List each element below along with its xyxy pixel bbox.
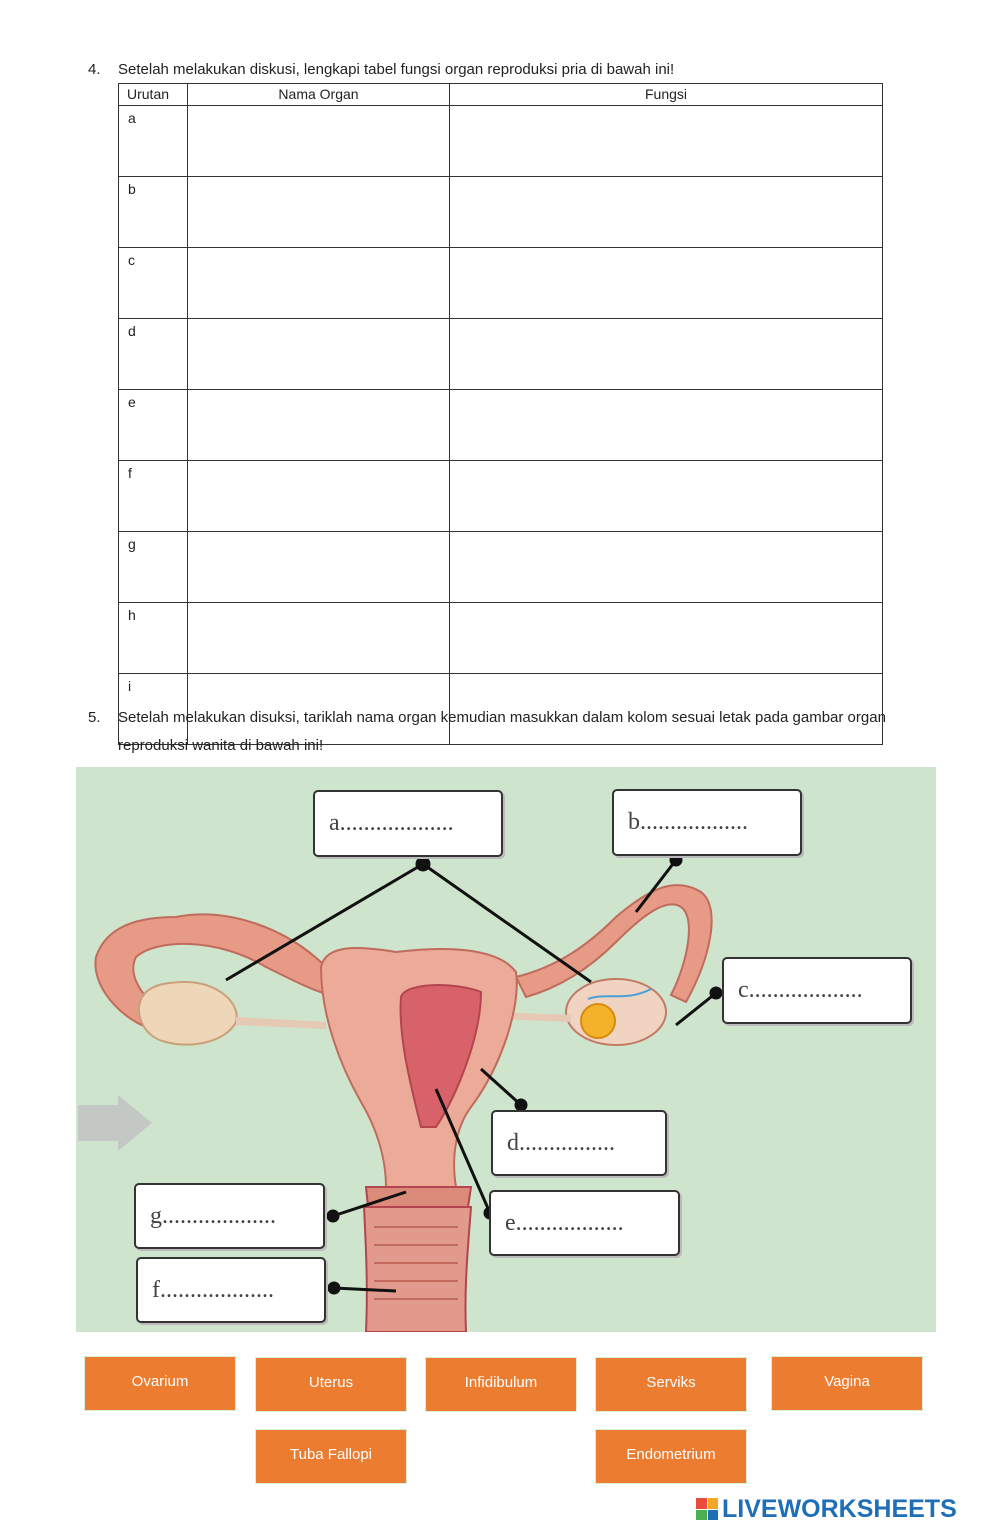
header-urutan: Urutan <box>119 84 188 106</box>
female-reproductive-diagram <box>76 767 936 1332</box>
table-row <box>119 461 883 532</box>
option-vagina[interactable]: Vagina <box>771 1356 923 1411</box>
organ-name-cell[interactable] <box>188 177 450 248</box>
header-fungsi: Fungsi <box>450 84 883 106</box>
label-box-d[interactable]: d................ <box>491 1110 667 1176</box>
organ-function-table <box>118 83 883 745</box>
label-box-b[interactable]: b.................. <box>612 789 802 856</box>
left-ligament <box>236 1017 326 1029</box>
left-ovary <box>139 982 237 1045</box>
liveworksheets-logo-icon <box>696 1498 718 1520</box>
table-row <box>119 319 883 390</box>
header-nama-organ: Nama Organ <box>188 84 450 106</box>
row-label: h <box>119 603 188 674</box>
option-endometrium[interactable]: Endometrium <box>595 1429 747 1484</box>
vagina <box>364 1207 471 1332</box>
question-5 <box>88 704 908 764</box>
label-box-a[interactable]: a................... <box>313 790 503 857</box>
option-serviks[interactable]: Serviks <box>595 1357 747 1412</box>
cervix <box>366 1187 471 1207</box>
question-text: Setelah melakukan disuksi, tariklah nama organ kemudian masukkan dalam kolom sesuai letak pada gambar organ reproduksi wanita di bawah ini! <box>118 709 886 754</box>
follicle <box>581 1004 615 1038</box>
organ-name-cell[interactable] <box>188 603 450 674</box>
question-4 <box>88 56 888 84</box>
row-label: f <box>119 461 188 532</box>
function-cell[interactable] <box>450 603 883 674</box>
function-cell[interactable] <box>450 177 883 248</box>
row-label: c <box>119 248 188 319</box>
label-box-c[interactable]: c................... <box>722 957 912 1024</box>
function-cell[interactable] <box>450 248 883 319</box>
option-ovarium[interactable]: Ovarium <box>84 1356 236 1411</box>
option-uterus[interactable]: Uterus <box>255 1357 407 1412</box>
row-label: g <box>119 532 188 603</box>
label-box-f[interactable]: f................... <box>136 1257 326 1323</box>
table-row <box>119 603 883 674</box>
row-label: d <box>119 319 188 390</box>
brand-name: LIVEWORKSHEETS <box>722 1494 957 1523</box>
label-box-g[interactable]: g................... <box>134 1183 325 1249</box>
organ-name-cell[interactable] <box>188 248 450 319</box>
table-row <box>119 532 883 603</box>
row-label: a <box>119 106 188 177</box>
question-text: Setelah melakukan diskusi, lengkapi tabel fungsi organ reproduksi pria di bawah ini! <box>118 61 675 78</box>
row-label: b <box>119 177 188 248</box>
organ-name-cell[interactable] <box>188 461 450 532</box>
question-number: 4. <box>88 61 101 78</box>
organ-name-cell[interactable] <box>188 390 450 461</box>
option-infidibulum[interactable]: Infidibulum <box>425 1357 577 1412</box>
arrow-icon <box>78 1095 152 1151</box>
function-cell[interactable] <box>450 319 883 390</box>
right-ovary <box>566 979 666 1045</box>
organ-name-cell[interactable] <box>188 106 450 177</box>
function-cell[interactable] <box>450 106 883 177</box>
function-cell[interactable] <box>450 390 883 461</box>
table-row <box>119 390 883 461</box>
table-row <box>119 106 883 177</box>
table-row <box>119 177 883 248</box>
option-tuba-fallopi[interactable]: Tuba Fallopi <box>255 1429 407 1484</box>
organ-name-cell[interactable] <box>188 319 450 390</box>
question-number: 5. <box>88 709 101 726</box>
row-label: e <box>119 390 188 461</box>
brand-footer <box>696 1494 957 1524</box>
label-box-e[interactable]: e.................. <box>489 1190 680 1256</box>
function-cell[interactable] <box>450 461 883 532</box>
function-cell[interactable] <box>450 532 883 603</box>
table-row <box>119 248 883 319</box>
row-label: i <box>119 674 188 745</box>
organ-name-cell[interactable] <box>188 532 450 603</box>
